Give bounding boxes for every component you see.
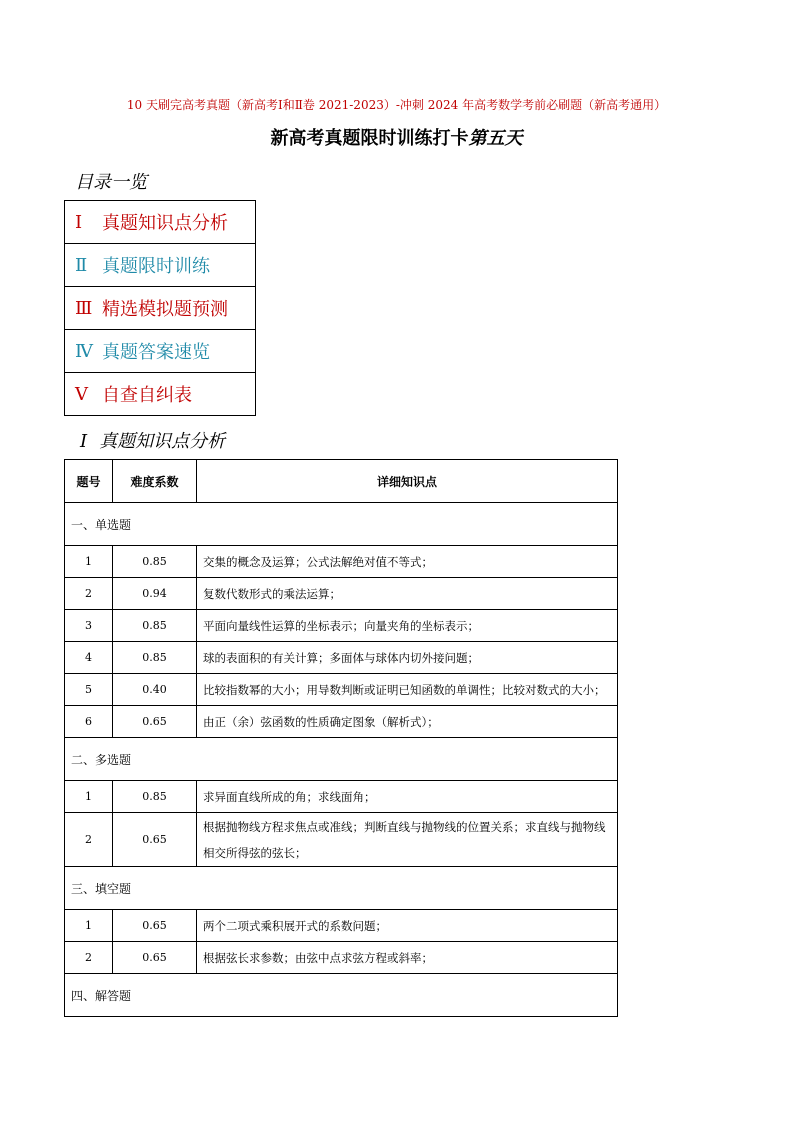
category-label: 三、填空题 (65, 867, 618, 910)
title-main: 新高考真题限时训练打卡 (270, 128, 469, 149)
toc-item[interactable] (65, 287, 255, 330)
category-label: 一、单选题 (65, 503, 618, 546)
difficulty-cell: 0.85 (113, 610, 197, 642)
toc-item-label: 真题知识点分析 (102, 213, 228, 234)
header-difficulty: 难度系数 (113, 460, 197, 503)
table-row (65, 546, 618, 578)
knowledge-detail-cell: 球的表面积的有关计算；多面体与球体内切外接问题； (197, 642, 618, 674)
series-header: 10 天刷完高考真题（新高考Ⅰ和Ⅱ卷 2021-2023）-冲刺 2024 年高考数学考前必刷题（新高考通用） (126, 98, 667, 112)
section-number: Ⅰ (80, 431, 88, 452)
difficulty-cell: 0.94 (113, 578, 197, 610)
toc-heading: 目录一览 (75, 172, 147, 193)
table-row (65, 706, 618, 738)
question-number-cell: 1 (65, 546, 113, 578)
difficulty-cell: 0.85 (113, 642, 197, 674)
table-row (65, 610, 618, 642)
question-number-cell: 1 (65, 910, 113, 942)
toc-item[interactable] (65, 244, 255, 287)
knowledge-detail-cell: 两个二项式乘积展开式的系数问题； (197, 910, 618, 942)
table-of-contents (64, 200, 256, 416)
knowledge-detail-cell: 比较指数幂的大小；用导数判断或证明已知函数的单调性；比较对数式的大小； (197, 674, 618, 706)
question-number-cell: 1 (65, 781, 113, 813)
table-row (65, 813, 618, 867)
table-row (65, 674, 618, 706)
knowledge-detail-cell: 根据弦长求参数；由弦中点求弦方程或斜率； (197, 942, 618, 974)
question-number-cell: 2 (65, 813, 113, 867)
difficulty-cell: 0.65 (113, 706, 197, 738)
question-number-cell: 5 (65, 674, 113, 706)
header-number: 题号 (65, 460, 113, 503)
knowledge-detail-cell: 复数代数形式的乘法运算； (197, 578, 618, 610)
knowledge-detail-cell: 平面向量线性运算的坐标表示；向量夹角的坐标表示； (197, 610, 618, 642)
document-title (0, 124, 793, 150)
knowledge-detail-cell: 求异面直线所成的角；求线面角； (197, 781, 618, 813)
question-number-cell: 3 (65, 610, 113, 642)
table-row (65, 781, 618, 813)
category-row (65, 503, 618, 546)
category-row (65, 867, 618, 910)
toc-item-label: 真题答案速览 (102, 342, 210, 363)
difficulty-cell: 0.85 (113, 546, 197, 578)
knowledge-detail-cell: 根据抛物线方程求焦点或准线；判断直线与抛物线的位置关系；求直线与抛物线相交所得弦的弦长； (197, 813, 618, 867)
toc-item-number: Ⅱ (75, 254, 88, 276)
toc-item[interactable] (65, 330, 255, 373)
category-row (65, 738, 618, 781)
difficulty-cell: 0.65 (113, 942, 197, 974)
toc-item-number: Ⅰ (75, 211, 83, 233)
question-number-cell: 2 (65, 578, 113, 610)
table-row (65, 578, 618, 610)
toc-item-label: 精选模拟题预测 (102, 299, 228, 320)
knowledge-detail-cell: 由正（余）弦函数的性质确定图象（解析式）； (197, 706, 618, 738)
toc-item[interactable] (65, 201, 255, 244)
toc-item-number: Ⅳ (75, 340, 93, 362)
difficulty-cell: 0.65 (113, 813, 197, 867)
toc-item-label: 真题限时训练 (102, 256, 210, 277)
toc-item-number: Ⅴ (75, 383, 88, 405)
category-label: 四、解答题 (65, 974, 618, 1017)
knowledge-point-table (64, 459, 618, 1017)
table-header-row (65, 460, 618, 503)
question-number-cell: 2 (65, 942, 113, 974)
difficulty-cell: 0.40 (113, 674, 197, 706)
question-number-cell: 4 (65, 642, 113, 674)
question-number-cell: 6 (65, 706, 113, 738)
knowledge-detail-cell: 交集的概念及运算；公式法解绝对值不等式； (197, 546, 618, 578)
table-row (65, 642, 618, 674)
title-day: 第五天 (468, 128, 523, 149)
difficulty-cell: 0.85 (113, 781, 197, 813)
header-detail: 详细知识点 (197, 460, 618, 503)
toc-item-label: 自查自纠表 (102, 385, 192, 406)
table-row (65, 942, 618, 974)
table-row (65, 910, 618, 942)
category-row (65, 974, 618, 1017)
toc-item[interactable] (65, 373, 255, 415)
section-title: 真题知识点分析 (99, 431, 226, 452)
difficulty-cell: 0.65 (113, 910, 197, 942)
section-heading (80, 427, 225, 453)
category-label: 二、多选题 (65, 738, 618, 781)
toc-item-number: Ⅲ (75, 297, 93, 319)
